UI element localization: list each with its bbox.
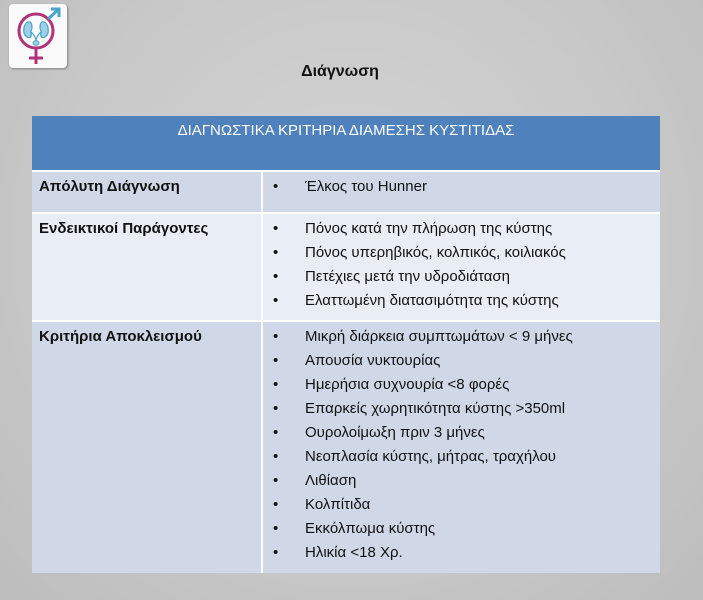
column-divider bbox=[261, 172, 263, 212]
row-label: Κριτήρια Αποκλεισμού bbox=[39, 328, 202, 345]
row-label: Απόλυτη Διάγνωση bbox=[39, 178, 180, 195]
list-item: • Πόνος υπερηβικός, κολπικός, κοιλιακός bbox=[273, 242, 566, 266]
list-item: • Ημερήσια συχνουρία <8 φορές bbox=[273, 374, 573, 398]
criteria-list bbox=[273, 218, 566, 314]
list-item: • Νεοπλασία κύστης, μήτρας, τραχήλου bbox=[273, 446, 573, 470]
list-item: • Μικρή διάρκεια συμπτωμάτων < 9 μήνες bbox=[273, 326, 573, 350]
table-header: ΔΙΑΓΝΩΣΤΙΚΑ ΚΡΙΤΗΡΙΑ ΔΙΑΜΕΣΗΣ ΚΥΣΤΙΤΙΔΑΣ bbox=[32, 116, 660, 170]
list-item: • Ελαττωμένη διατασιμότητα της κύστης bbox=[273, 290, 566, 314]
logo-icon bbox=[9, 4, 67, 68]
row-label: Ενδεικτικοί Παράγοντες bbox=[39, 220, 209, 237]
list-item: • Ηλικία <18 Χρ. bbox=[273, 542, 573, 566]
table-row-exclusion-criteria bbox=[32, 320, 660, 573]
list-item: • Πόνος κατά την πλήρωση της κύστης bbox=[273, 218, 566, 242]
list-item: • Εκκόλπωμα κύστης bbox=[273, 518, 573, 542]
list-item: • Έλκος του Hunner bbox=[273, 176, 427, 200]
table-row-indicative-factors bbox=[32, 212, 660, 320]
list-item: • Λιθίαση bbox=[273, 470, 573, 494]
list-item: • Πετέχιες μετά την υδροδιάταση bbox=[273, 266, 566, 290]
list-item: • Επαρκείς χωρητικότητα κύστης >350ml bbox=[273, 398, 573, 422]
criteria-list bbox=[273, 176, 427, 200]
list-item: • Απουσία νυκτουρίας bbox=[273, 350, 573, 374]
page-title: Διάγνωση bbox=[301, 63, 379, 80]
column-divider bbox=[261, 322, 263, 573]
table-row-absolute-diagnosis bbox=[32, 170, 660, 212]
criteria-list bbox=[273, 326, 573, 566]
list-item: • Κολπίτιδα bbox=[273, 494, 573, 518]
list-item: • Ουρολοίμωξη πριν 3 μήνες bbox=[273, 422, 573, 446]
column-divider bbox=[261, 214, 263, 320]
